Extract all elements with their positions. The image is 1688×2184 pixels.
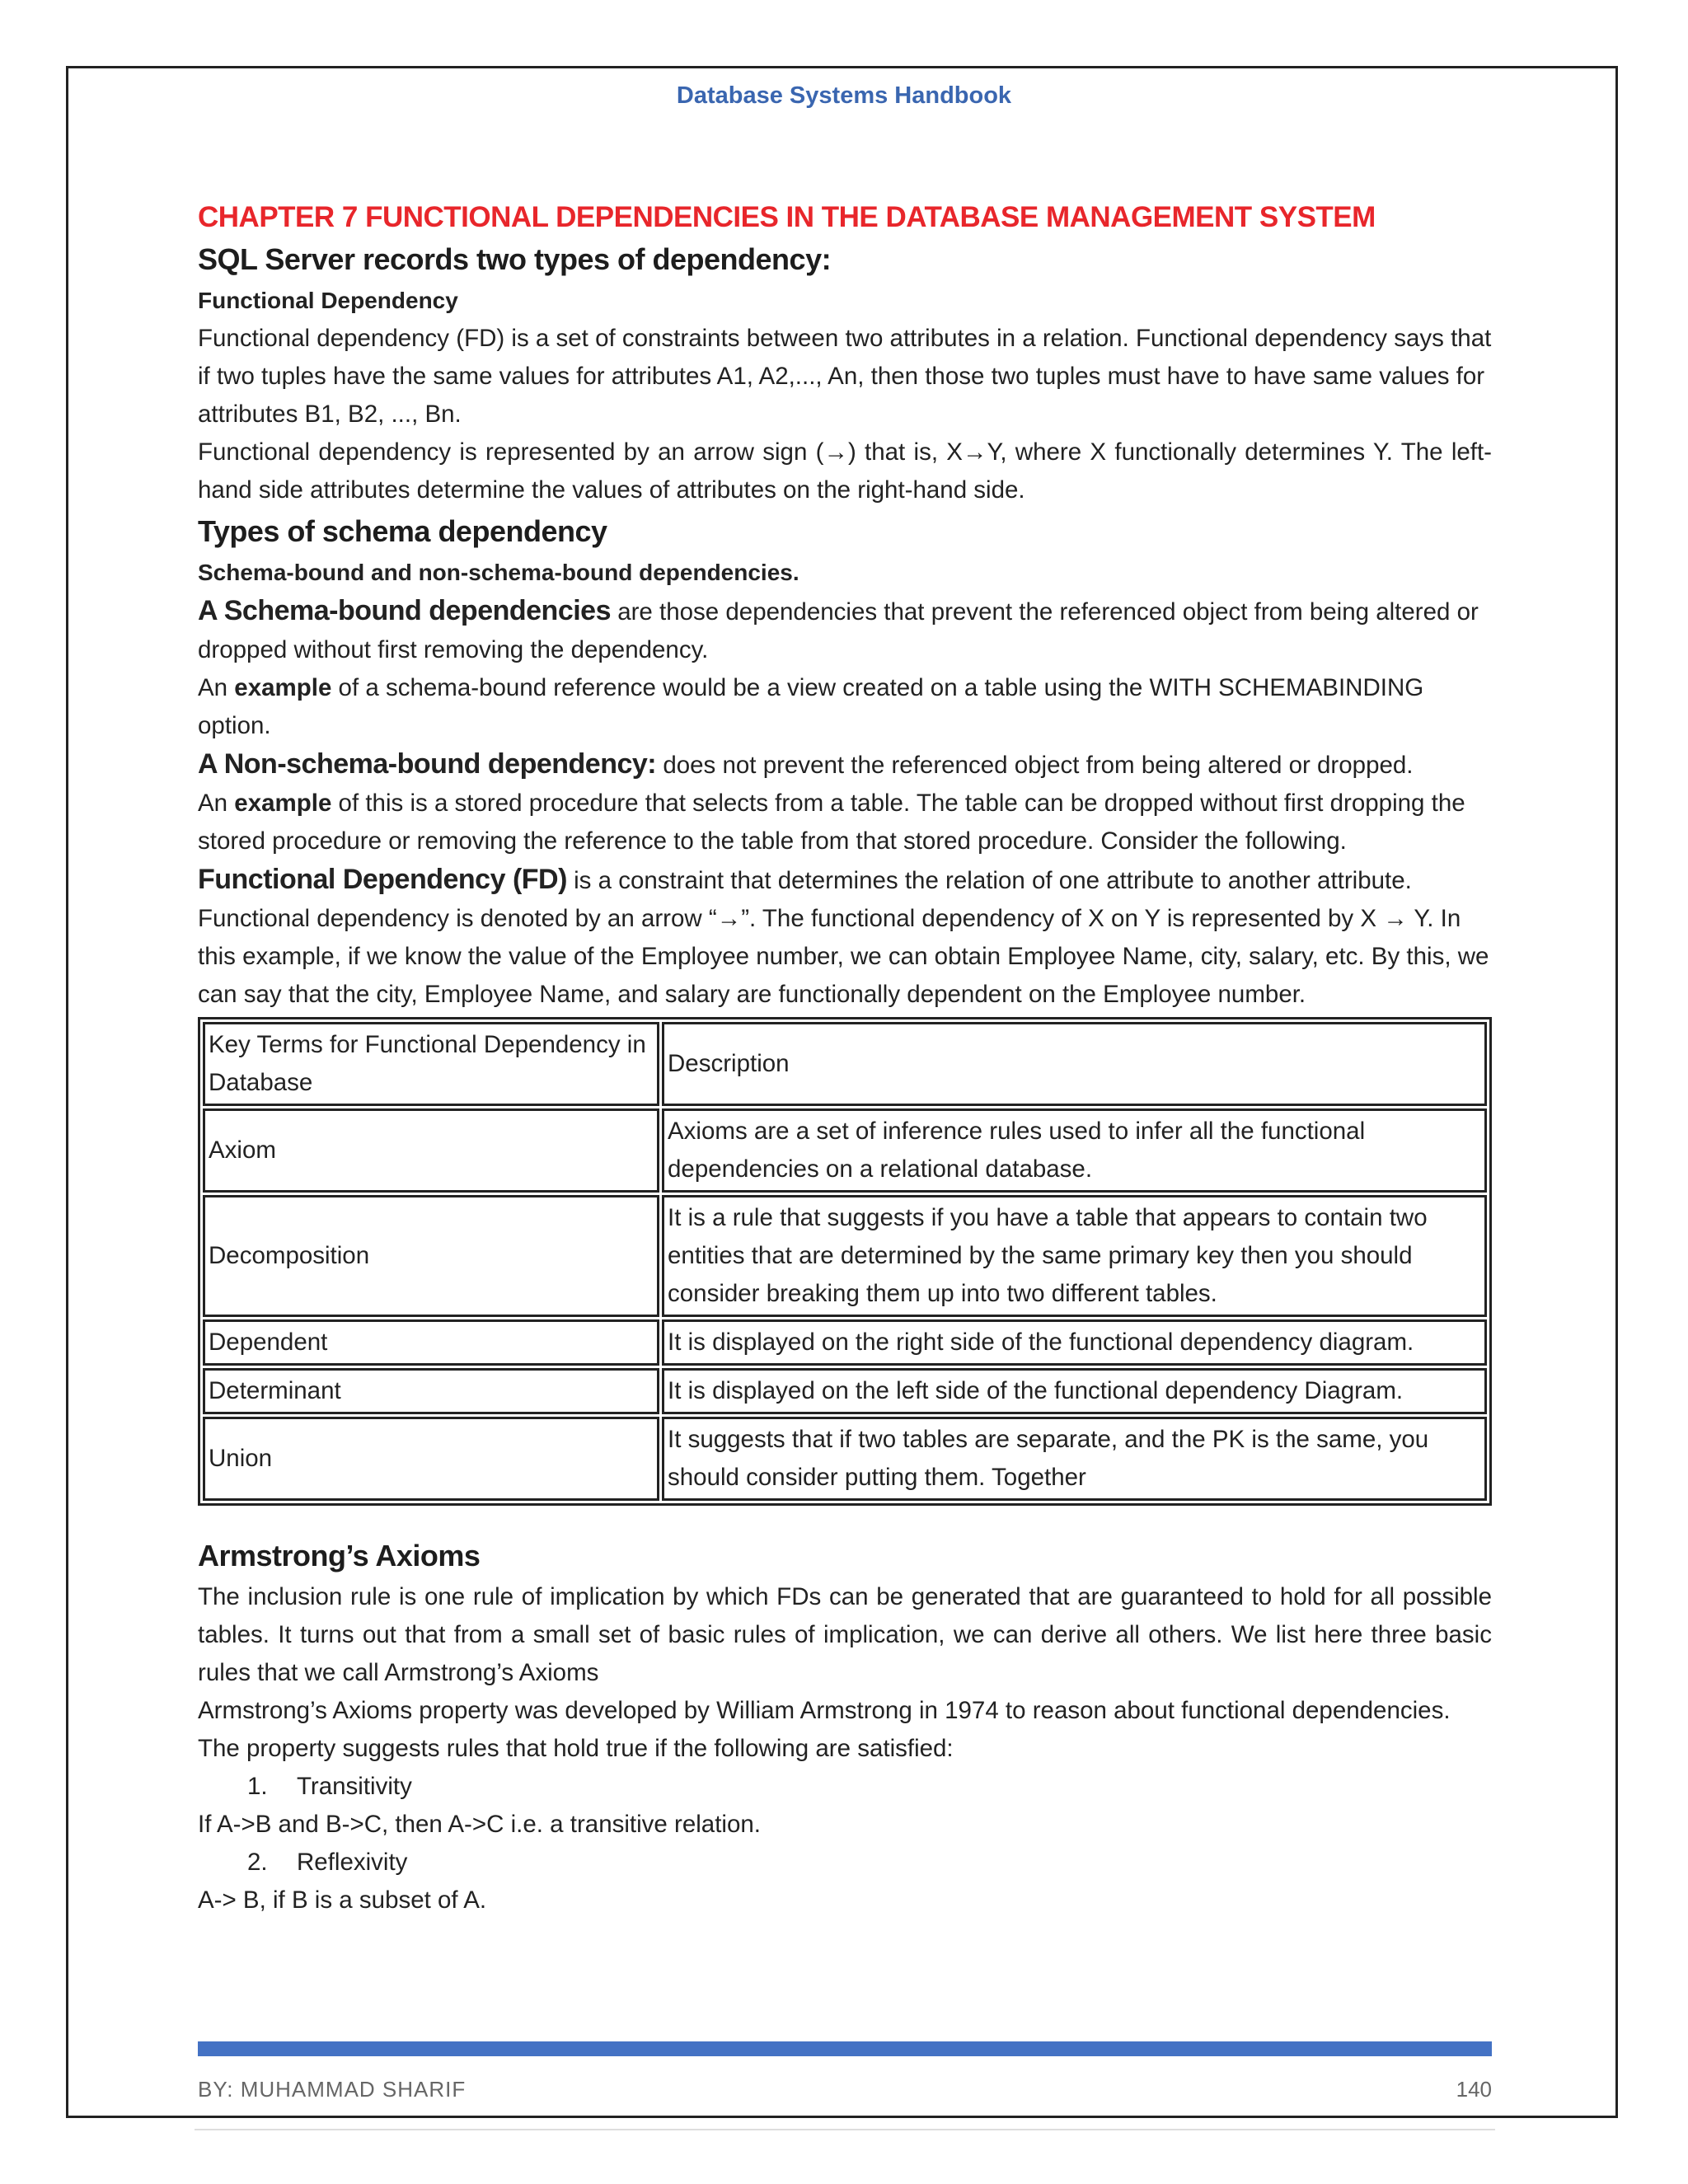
armstrong-heading: Armstrong’s Axioms <box>198 1539 481 1572</box>
non-schema-paragraph <box>198 745 1492 785</box>
page-content <box>198 198 1492 1919</box>
table-row <box>203 1195 1487 1317</box>
table-header-row <box>203 1022 1487 1106</box>
fd-definition-lead: Functional Dependency (FD) <box>198 864 567 895</box>
example-1-pre: An <box>198 674 235 701</box>
non-schema-lead: A Non-schema-bound dependency: <box>198 748 657 780</box>
footer-page-number: 140 <box>1456 2077 1492 2102</box>
reflexivity-detail: A-> B, if B is a subset of A. <box>198 1886 487 1914</box>
example-1-paragraph <box>198 669 1492 745</box>
transitivity-detail: If A->B and B->C, then A->C i.e. a transitive relation. <box>198 1811 761 1838</box>
schema-bound-text: are those dependencies that prevent the referenced object from being altered or dropped without first removing the dependency. <box>198 598 1479 663</box>
armstrong-paragraph-1: The inclusion rule is one rule of implication by which FDs can be generated that are guaranteed to hold for all possible tables. It turns out that from a small set of basic rules of implication, we can derive all others. We list here three basic rules that we call Armstrong’s Axioms <box>198 1583 1492 1686</box>
example-2-pre: An <box>198 790 235 817</box>
sql-heading: SQL Server records two types of dependency: <box>198 242 832 276</box>
table-row <box>203 1417 1487 1501</box>
table-description-cell: Axioms are a set of inference rules used to infer all the functional dependencies on a relational database. <box>662 1108 1487 1193</box>
schema-heading: Types of schema dependency <box>198 514 607 548</box>
table-header-cell: Description <box>662 1022 1487 1106</box>
key-terms-table <box>198 1017 1492 1506</box>
list-number: 1. <box>247 1773 268 1800</box>
example-1-text: of a schema-bound reference would be a view created on a table using the WITH SCHEMABINDING option. <box>198 674 1424 739</box>
list-item-reflexivity <box>198 1844 1492 1882</box>
table-description-cell: It suggests that if two tables are separate, and the PK is the same, you should consider putting them. Together <box>662 1417 1487 1501</box>
armstrong-paragraph-3: The property suggests rules that hold true if the following are satisfied: <box>198 1735 954 1762</box>
list-label: Reflexivity <box>297 1849 408 1876</box>
example-1-bold: example <box>234 674 332 701</box>
fd-subheading: Functional Dependency <box>198 288 458 313</box>
table-description-cell: It is displayed on the left side of the functional dependency Diagram. <box>662 1368 1487 1414</box>
table-row <box>203 1108 1487 1193</box>
fd-definition-paragraph <box>198 860 1492 1014</box>
example-2-text: of this is a stored procedure that selects from a table. The table can be dropped without first dropping the stored procedure or removing the reference to the table from that stored procedure. Consider the following. <box>198 790 1465 855</box>
table-term-cell: Decomposition <box>203 1195 659 1317</box>
non-schema-text: does not prevent the referenced object from being altered or dropped. <box>656 752 1414 779</box>
table-term-cell: Union <box>203 1417 659 1501</box>
fd-paragraph-2: Functional dependency is represented by an arrow sign (→) that is, X→Y, where X functionally determines Y. The left-hand side attributes determine the values of attributes on the right-hand side. <box>198 438 1492 504</box>
running-header: Database Systems Handbook <box>676 82 1012 109</box>
bottom-rule <box>195 2129 1495 2130</box>
chapter-title: CHAPTER 7 FUNCTIONAL DEPENDENCIES IN THE DATABASE MANAGEMENT SYSTEM <box>198 201 1376 233</box>
table-description-cell: It is displayed on the right side of the functional dependency diagram. <box>662 1319 1487 1366</box>
example-2-bold: example <box>234 790 332 817</box>
table-description-cell: It is a rule that suggests if you have a table that appears to contain two entities that are determined by the same primary key then you should consider breaking them up into two different tables. <box>662 1195 1487 1317</box>
table-term-cell: Dependent <box>203 1319 659 1366</box>
footer-bar <box>198 2041 1492 2056</box>
schema-subheading: Schema-bound and non-schema-bound dependencies. <box>198 560 799 585</box>
list-number: 2. <box>247 1849 268 1876</box>
list-item-transitivity <box>198 1768 1492 1806</box>
example-2-paragraph <box>198 785 1492 860</box>
table-term-cell: Axiom <box>203 1108 659 1193</box>
spacer <box>198 1506 1492 1534</box>
table-row <box>203 1368 1487 1414</box>
table-term-cell: Determinant <box>203 1368 659 1414</box>
list-label: Transitivity <box>297 1773 412 1800</box>
schema-bound-lead: A Schema-bound dependencies <box>198 595 611 626</box>
schema-bound-paragraph <box>198 592 1492 669</box>
fd-definition-text: is a constraint that determines the relation of one attribute to another attribute. Functional dependency is denoted by an arrow “→”. The functional dependency of X on Y is represented by X → Y. In this example, if we know the value of the Employee number, we can obtain Employee Name, city, salary, etc. By this, we can say that the city, Employee Name, and salary are functionally dependent on the Employee number. <box>198 867 1489 1008</box>
armstrong-paragraph-2: Armstrong’s Axioms property was developed by William Armstrong in 1974 to reason about functional dependencies. <box>198 1697 1451 1724</box>
table-row <box>203 1319 1487 1366</box>
table-header-cell: Key Terms for Functional Dependency in Database <box>203 1022 659 1106</box>
fd-paragraph-1: Functional dependency (FD) is a set of constraints between two attributes in a relation. Functional dependency says that if two tuples have the same values for attributes A1, A2,..., An, then those two tuples must have to have same values for attributes B1, B2, ..., Bn. <box>198 325 1492 428</box>
footer-author: BY: MUHAMMAD SHARIF <box>198 2077 467 2102</box>
